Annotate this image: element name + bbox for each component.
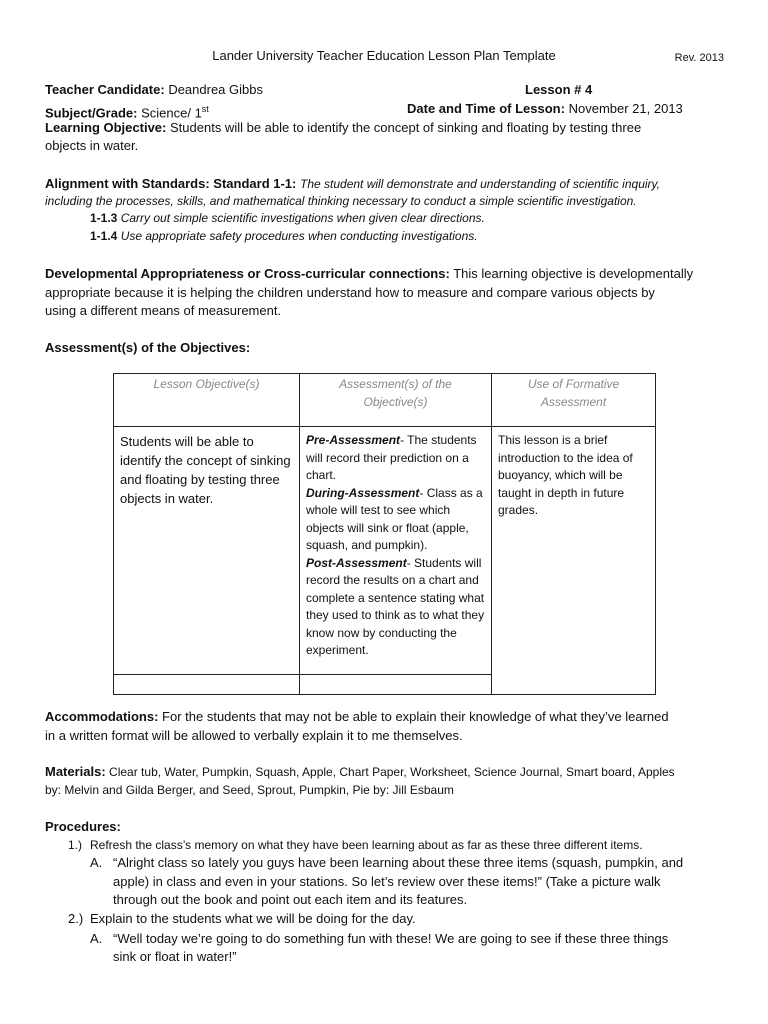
date-label: Date and Time of Lesson: bbox=[407, 101, 565, 116]
standard-item-code: 1-1.3 bbox=[90, 211, 118, 225]
procedure-step-2a-line2: sink or float in water!” bbox=[113, 949, 237, 964]
objective-line1: Students will be able to identify the concept of sinking and floating by testing three bbox=[170, 120, 642, 135]
table-header-row bbox=[114, 374, 656, 427]
procedure-step-1a-line1: “Alright class so lately you guys have been learning about these three items (squash, pumpkin, and bbox=[113, 855, 684, 870]
procedure-step-2a-label: A. bbox=[90, 931, 103, 946]
header-assessments: Assessment(s) of the Objective(s) bbox=[300, 374, 492, 427]
procedure-step-1: Refresh the class’s memory on what they have been learning about as far as these three different items. bbox=[90, 838, 643, 852]
empty-cell bbox=[300, 675, 492, 695]
accommodations-text-line1: For the students that may not be able to explain their knowledge of what they’ve learned bbox=[162, 709, 669, 724]
materials-text-line1: Clear tub, Water, Pumpkin, Squash, Apple, Chart Paper, Worksheet, Science Journal, Smart board, Apples bbox=[109, 765, 675, 779]
accommodations-label: Accommodations: bbox=[45, 709, 159, 724]
standards-line1 bbox=[45, 175, 765, 193]
developmental-text-line1: This learning objective is developmentally bbox=[453, 266, 694, 281]
standard-item bbox=[90, 227, 478, 245]
materials-line2: by: Melvin and Gilda Berger, and Seed, Sprout, Pumpkin, Pie by: Jill Esbaum bbox=[45, 783, 454, 797]
learning-objective bbox=[45, 119, 745, 137]
procedure-step-2: Explain to the students what we will be doing for the day. bbox=[90, 911, 416, 926]
empty-cell bbox=[114, 675, 300, 695]
lesson-label: Lesson # 4 bbox=[525, 82, 593, 97]
accommodations-line1 bbox=[45, 708, 765, 726]
candidate-line bbox=[45, 81, 263, 99]
assessment-cell bbox=[300, 427, 492, 675]
standard-text-line2: including the processes, skills, and mathematical thinking necessary to conduct a simple scientific investigation. bbox=[45, 194, 637, 208]
header-formative: Use of Formative Assessment bbox=[492, 374, 656, 427]
subject-value: Science/ 1 bbox=[141, 105, 202, 121]
developmental-line3: using a different means of measurement. bbox=[45, 303, 282, 318]
pre-assessment-text: - The students will record their prediction on a chart. bbox=[306, 433, 477, 482]
objective-cell: Students will be able to identify the concept of sinking and floating by testing three objects in water. bbox=[114, 427, 300, 675]
standard-code: Standard 1-1: bbox=[213, 176, 297, 191]
assessment-heading bbox=[45, 339, 250, 357]
procedure-step-2a-line1: “Well today we’re going to do something fun with these! We are going to see if these three things bbox=[113, 931, 669, 946]
post-assessment-text: - Students will record the results on a chart and complete a sentence stating what they used to think as to what they know now by conducting the experiment. bbox=[306, 555, 485, 657]
header-lesson-objectives: Lesson Objective(s) bbox=[114, 374, 300, 427]
date-value: November 21, 2013 bbox=[568, 101, 683, 116]
candidate-value: Deandrea Gibbs bbox=[168, 82, 263, 97]
date-line bbox=[407, 100, 683, 118]
procedures-label: Procedures: bbox=[45, 819, 121, 834]
accommodations-line2: in a written format will be allowed to verbally explain it to me themselves. bbox=[45, 728, 463, 743]
assessment-table bbox=[113, 373, 656, 695]
materials-line1 bbox=[45, 763, 765, 781]
lesson-number bbox=[525, 81, 592, 99]
assessment-heading-text: Assessment(s) of the Objectives: bbox=[45, 340, 251, 355]
procedure-step-2-number: 2.) bbox=[68, 911, 84, 926]
developmental-line1 bbox=[45, 265, 765, 283]
procedure-step-1a-line2: apple) in class and even in your stations. So let’s review over these items!” (Take a picture walk bbox=[113, 874, 661, 889]
during-assessment-text: - Class as a whole will test to see which objects will sink or float (apple, squash, and pumpkin). bbox=[306, 485, 483, 552]
developmental-label: Developmental Appropriateness or Cross-curricular connections: bbox=[45, 266, 450, 281]
developmental-line2: appropriate because it is helping the children understand how to measure and compare various objects by bbox=[45, 285, 655, 300]
standard-item-text: Carry out simple scientific investigations when given clear directions. bbox=[120, 211, 485, 225]
pre-assessment-label: Pre-Assessment bbox=[306, 433, 401, 447]
procedures-heading bbox=[45, 818, 121, 836]
standard-item-text: Use appropriate safety procedures when conducting investigations. bbox=[120, 229, 478, 243]
standard-text-line1: The student will demonstrate and understanding of scientific inquiry, bbox=[300, 177, 660, 191]
revision-label: Rev. 2013 bbox=[674, 52, 724, 64]
document-title: Lander University Teacher Education Lesson Plan Template bbox=[212, 48, 556, 63]
procedure-step-1a-line3: through out the book and point out each item and its features. bbox=[113, 892, 468, 907]
materials-label: Materials: bbox=[45, 764, 106, 779]
standards-label: Alignment with Standards: bbox=[45, 176, 210, 191]
procedure-step-1a-label: A. bbox=[90, 855, 103, 870]
objective-label: Learning Objective: bbox=[45, 120, 167, 135]
table-row bbox=[114, 427, 656, 675]
during-assessment-label: During-Assessment bbox=[306, 485, 420, 500]
candidate-label: Teacher Candidate: bbox=[45, 82, 165, 97]
procedure-step-1-number: 1.) bbox=[68, 838, 83, 852]
objective-line2: objects in water. bbox=[45, 138, 139, 153]
standard-item-code: 1-1.4 bbox=[90, 229, 118, 243]
subject-label: Subject/Grade: bbox=[45, 105, 138, 121]
standard-item bbox=[90, 209, 485, 227]
post-assessment-label: Post-Assessment bbox=[306, 555, 407, 570]
formative-cell: This lesson is a brief introduction to the idea of buoyancy, which will be taught in depth in future grades. bbox=[492, 427, 656, 695]
subject-superscript: st bbox=[201, 104, 209, 114]
